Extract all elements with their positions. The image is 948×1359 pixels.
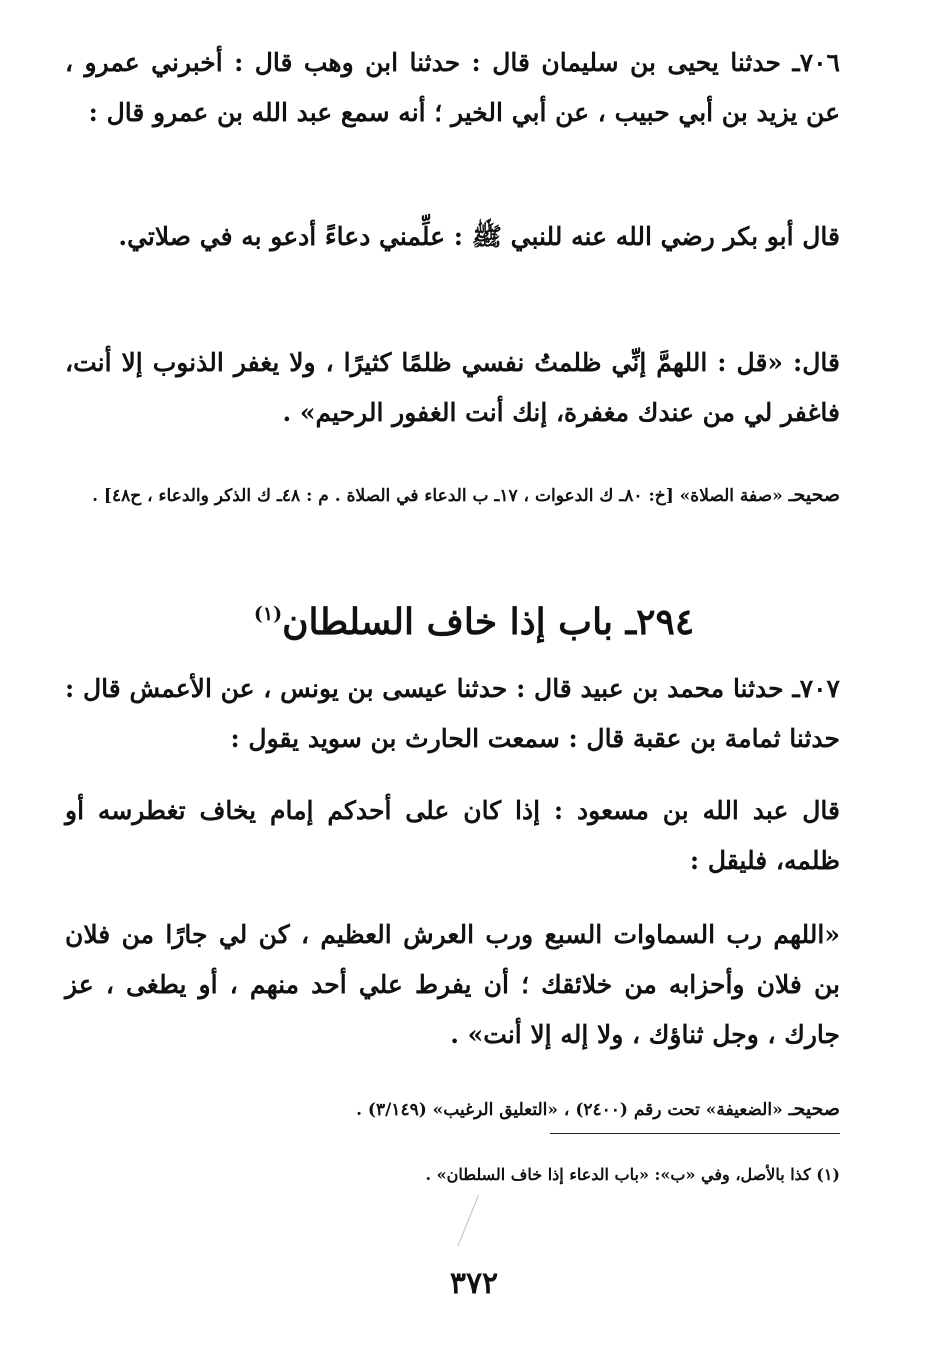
hadith-707-isnad: ٧٠٧ـ حدثنا محمد بن عبيد قال : حدثنا عيسى بن يونس ، عن الأعمش قال : حدثنا ثمامة بن عقبة قال : سمعت الحارث بن سويد يقول : bbox=[65, 674, 840, 753]
grading-label: صحيح bbox=[793, 1098, 840, 1120]
hadith-706-supplication: قال: «قل : اللهمَّ إنِّي ظلمتُ نفسي ظلمًا كثيرًا ، ولا يغفر الذنوب إلا أنت، فاغفر لي من عندك مغفرة، إنك أنت الغفور الرحيم» . bbox=[65, 348, 840, 427]
chapter-title: ٢٩٤ـ باب إذا خاف السلطان bbox=[282, 601, 695, 643]
footnote-reference: (١) bbox=[253, 603, 283, 625]
hadith-706-grading bbox=[65, 474, 840, 517]
hadith-706-narration: قال أبو بكر رضي الله عنه للنبي ﷺ : علِّمني دعاءً أدعو به في صلاتي. bbox=[118, 222, 840, 251]
footnote: (١) كذا بالأصل، وفي «ب»: «باب الدعاء إذا خاف السلطان» . bbox=[425, 1165, 840, 1184]
stray-mark bbox=[457, 1195, 479, 1246]
hadith-707-grading bbox=[65, 1088, 840, 1131]
grading-label: صحيح bbox=[793, 484, 840, 506]
grading-text: ـ «صفة الصلاة» [خ: ٨٠ـ ك الدعوات ، ١٧ـ ب الدعاء في الصلاة . م : ٤٨ـ ك الذكر والدعاء ، ح٤٨] . bbox=[92, 486, 794, 506]
page-number: ٣٧٢ bbox=[449, 1266, 499, 1301]
hadith-707-supplication: «اللهم رب السماوات السبع ورب العرش العظيم ، كن لي جارًا من فلان بن فلان وأحزابه من خلائقك ؛ أن يفرط علي أحد منهم ، أو يطغى ، عز جارك ، وجل ثناؤك ، ولا إله إلا أنت» . bbox=[65, 920, 840, 1049]
grading-text: ـ «الضعيفة» تحت رقم (٢٤٠٠) ، «التعليق الرغيب» (٣/١٤٩) . bbox=[356, 1100, 794, 1120]
hadith-706-isnad: ٧٠٦ـ حدثنا يحيى بن سليمان قال : حدثنا ابن وهب قال : أخبرني عمرو ، عن يزيد بن أبي حبيب ، عن أبي الخير ؛ أنه سمع عبد الله بن عمرو قال : bbox=[65, 48, 840, 127]
chapter-heading bbox=[0, 584, 948, 652]
footnote-divider bbox=[550, 1133, 840, 1134]
hadith-707-narration: قال عبد الله بن مسعود : إذا كان على أحدكم إمام يخاف تغطرسه أو ظلمه، فليقل : bbox=[65, 796, 840, 875]
